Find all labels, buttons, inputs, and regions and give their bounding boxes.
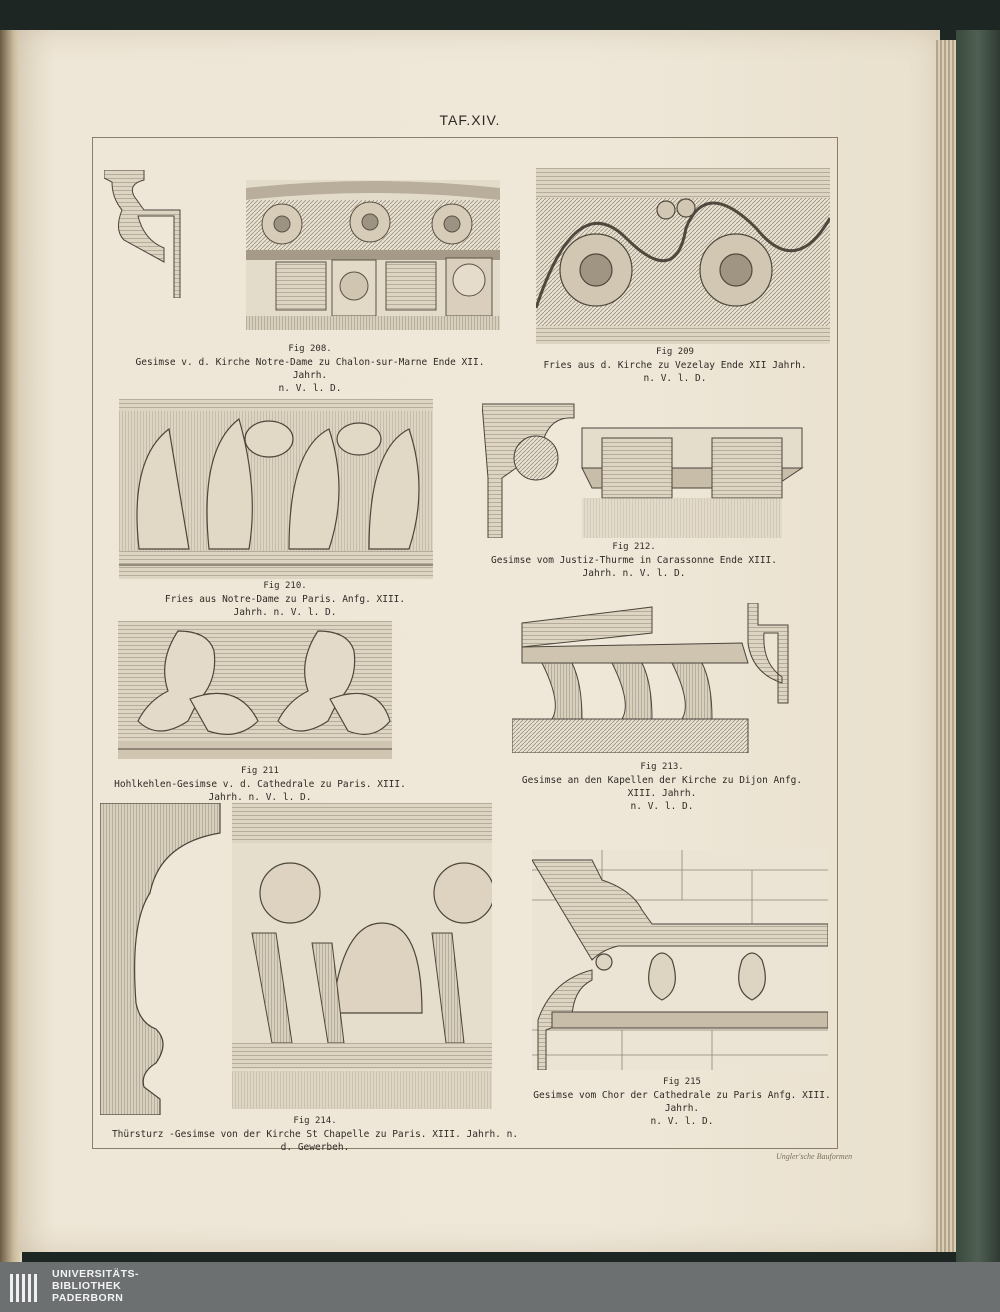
book-cover-edge	[956, 30, 1000, 1262]
fig-210-caption	[150, 580, 420, 619]
fig-211-caption	[110, 765, 410, 804]
fig-214-caption-line1: Thürsturz -Gesimse von der Kirche St Chapelle zu Paris. XIII. Jahrh. n. d. Gewerbeh.	[111, 1129, 519, 1153]
fig-214-profile	[100, 803, 224, 1115]
fig-213-number: Fig 213.	[640, 762, 684, 772]
publisher-mark: Ungler'sche Bauformen	[776, 1152, 853, 1161]
library-name-line1: UNIVERSITÄTS-	[52, 1268, 140, 1280]
fig-210-number: Fig 210.	[263, 581, 307, 591]
fig-209-frieze-engraving	[536, 168, 830, 344]
library-name	[52, 1268, 139, 1304]
university-library-logo-icon	[8, 1270, 44, 1311]
fig-209-caption-line1: Fries aus d. Kirche zu Vezelay Ende XII Jahrh. n. V. l. D.	[543, 360, 807, 384]
plate-title: TAF.XIV.	[439, 112, 501, 128]
fig-211-caption-line1: Hohlkehlen-Gesimse v. d. Cathedrale zu Paris. XIII. Jahrh. n. V. l. D.	[114, 779, 406, 803]
fig-208-caption-line2: n. V. l. D.	[278, 383, 342, 394]
fig-214-lintel-engraving	[232, 803, 492, 1109]
fig-208-caption-line1: Gesimse v. d. Kirche Notre-Dame zu Chalon-sur-Marne Ende XII. Jahrh.	[135, 357, 485, 381]
fig-214-caption	[110, 1115, 520, 1154]
fig-210-caption-line1: Fries aus Notre-Dame zu Paris. Anfg. XIII. Jahrh. n. V. l. D.	[164, 594, 406, 618]
fig-211-number: Fig 211	[241, 766, 279, 776]
fig-215-caption-line1: Gesimse vom Chor der Cathedrale zu Paris Anfg. XIII. Jahrh.	[533, 1090, 831, 1114]
fig-212-cornice-engraving	[482, 398, 806, 538]
library-name-line2: BIBLIOTHEK	[52, 1280, 122, 1292]
fig-213-cornice-engraving	[512, 603, 812, 753]
fig-215-caption	[532, 1076, 832, 1128]
page-stack-edge	[936, 40, 958, 1252]
fig-209-caption	[540, 346, 810, 385]
fig-212-caption	[484, 541, 784, 580]
library-name-line3: PADERBORN	[52, 1292, 124, 1304]
fig-213-caption-line2: n. V. l. D.	[630, 801, 694, 812]
fig-212-number: Fig 212.	[612, 542, 656, 552]
fig-211-hollow-molding-engraving	[118, 621, 392, 759]
fig-213-caption	[512, 761, 812, 813]
fig-208-number: Fig 208.	[288, 344, 332, 354]
fig-212-caption-line1: Gesimse vom Justiz-Thurme in Carassonne Ende XIII. Jahrh. n. V. l. D.	[491, 555, 777, 579]
fig-214-number: Fig 214.	[293, 1116, 337, 1126]
fig-215-caption-line2: n. V. l. D.	[650, 1116, 714, 1127]
fig-215-cornice-engraving	[532, 850, 828, 1070]
library-footer-bar	[0, 1262, 1000, 1312]
fig-215-number: Fig 215	[663, 1077, 701, 1087]
fig-208-caption	[120, 343, 500, 395]
fig-208-profile	[104, 170, 206, 298]
fig-208-cornice-engraving	[246, 180, 500, 330]
fig-210-frieze-engraving	[119, 399, 433, 579]
fig-213-caption-line1: Gesimse an den Kapellen der Kirche zu Dijon Anfg. XIII. Jahrh.	[521, 775, 803, 799]
fig-209-number: Fig 209	[656, 347, 694, 357]
